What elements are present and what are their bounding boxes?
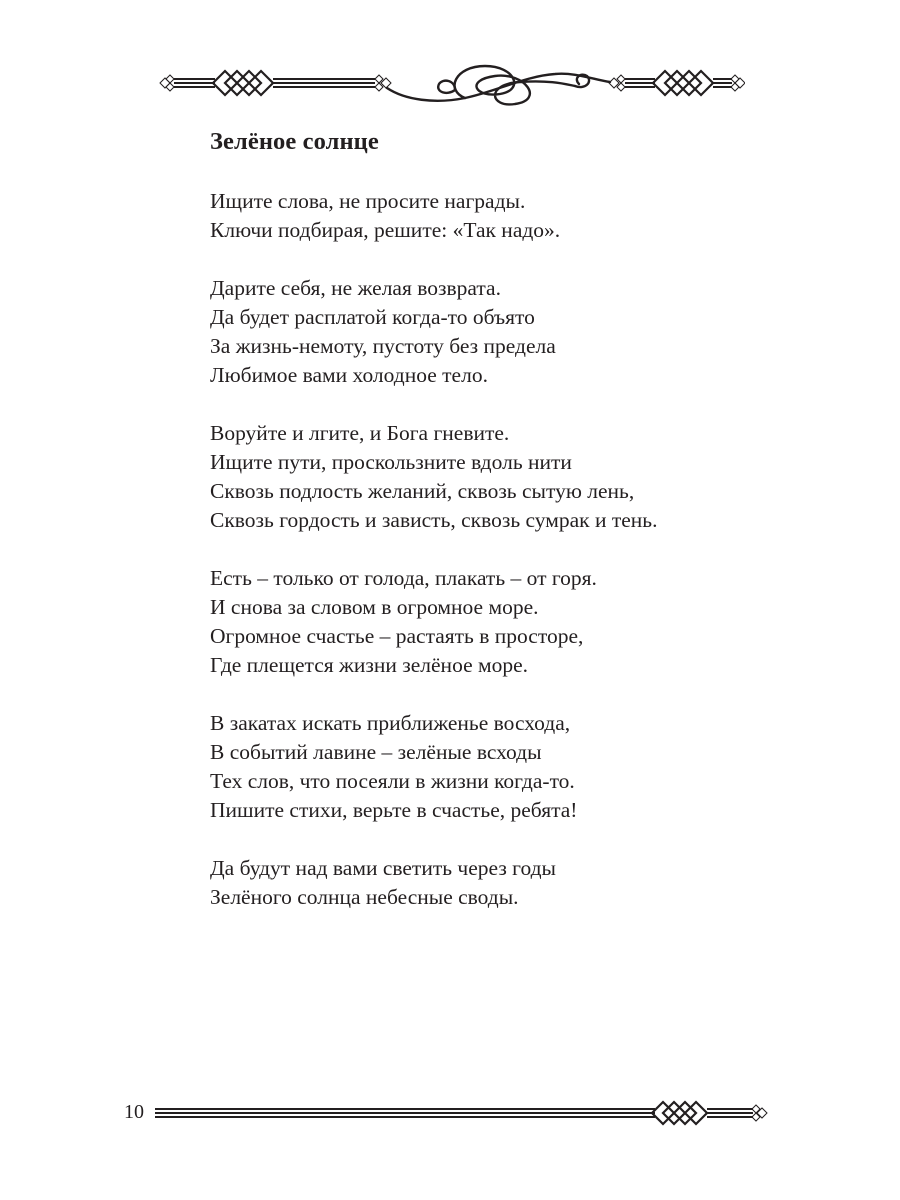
poem-line: В закатах искать приближенье восхода, (210, 711, 571, 735)
poem-line: Дарите себя, не желая возврата. (210, 276, 501, 300)
stanza (210, 419, 770, 535)
footer-ornament-icon (155, 1097, 775, 1131)
poem-line: Огромное счастье – растаять в просторе, (210, 624, 584, 648)
poem-line: Любимое вами холодное тело. (210, 363, 488, 387)
poem-line: Ищите пути, проскользните вдоль нити (210, 450, 572, 474)
poem-title: Зелёное солнце (210, 128, 379, 155)
stanza (210, 187, 770, 245)
poem-line: Есть – только от голода, плакать – от горя. (210, 566, 597, 590)
stanza (210, 854, 770, 912)
poem-line: Тех слов, что посеяли в жизни когда-то. (210, 769, 575, 793)
poem-line: Да будет расплатой когда-то объято (210, 305, 535, 329)
poem-body (210, 187, 770, 941)
poem-line: Где плещется жизни зелёное море. (210, 653, 529, 677)
stanza (210, 274, 770, 390)
poem-line: В событий лавине – зелёные всходы (210, 740, 542, 764)
poem-line: Пишите стихи, верьте в счастье, ребята! (210, 798, 578, 822)
poem-line: Сквозь подлость желаний, сквозь сытую лень, (210, 479, 635, 503)
poem-line: Сквозь гордость и зависть, сквозь сумрак и тень. (210, 508, 658, 532)
poem-line: Зелёного солнца небесные своды. (210, 885, 519, 909)
poem-line: За жизнь-немоту, пустоту без предела (210, 334, 556, 358)
page-number: 10 (124, 1101, 144, 1123)
poem-line: Воруйте и лгите, и Бога гневите. (210, 421, 510, 445)
poem-line: И снова за словом в огромное море. (210, 595, 539, 619)
stanza (210, 709, 770, 825)
poem-line: Ключи подбирая, решите: «Так надо». (210, 218, 561, 242)
poem-line: Да будут над вами светить через годы (210, 856, 556, 880)
header-ornament-icon (155, 60, 745, 110)
stanza (210, 564, 770, 680)
poem-line: Ищите слова, не просите награды. (210, 189, 526, 213)
